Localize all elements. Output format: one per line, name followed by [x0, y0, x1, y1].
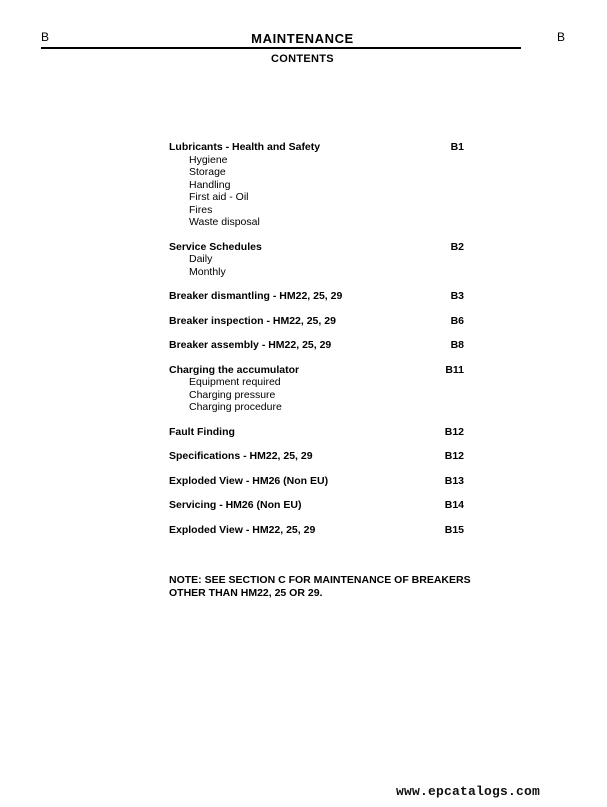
toc-section: [169, 450, 464, 463]
toc-entry[interactable]: [169, 364, 464, 377]
toc-entry[interactable]: [169, 290, 464, 303]
toc-subitem: Handling: [189, 178, 231, 191]
toc-section: [169, 315, 464, 328]
toc-entry[interactable]: [169, 499, 464, 512]
toc-entry[interactable]: [169, 475, 464, 488]
toc-entry-page: B3: [450, 290, 464, 302]
toc-entry-title: Lubricants - Health and Safety: [169, 141, 321, 153]
section-letter-left: B: [41, 30, 50, 44]
toc-entry-title: Exploded View - HM26 (Non EU): [169, 474, 329, 487]
toc-section: [169, 499, 464, 512]
header-divider: [41, 47, 521, 49]
toc-entry-page: B13: [444, 474, 464, 487]
toc-entry-title: Exploded View - HM22, 25, 29: [169, 523, 316, 536]
toc-entry[interactable]: [169, 339, 464, 352]
maintenance-note: [169, 574, 489, 599]
toc-section: [169, 475, 464, 488]
toc-entry-page: B11: [445, 363, 464, 376]
toc-entry-page: B12: [444, 450, 464, 462]
toc-section: [169, 524, 464, 537]
toc-section: [169, 290, 464, 303]
toc-section: [169, 141, 464, 229]
table-of-contents: [169, 141, 464, 548]
toc-entry-title: Service Schedules: [169, 240, 262, 253]
toc-entry[interactable]: [169, 450, 464, 463]
toc-subitem: Storage: [189, 166, 226, 178]
toc-subitem: First aid - Oil: [189, 191, 249, 203]
toc-subitem: Waste disposal: [189, 216, 260, 228]
toc-entry-title: Specifications - HM22, 25, 29: [169, 450, 313, 462]
toc-section: [169, 364, 464, 414]
toc-entry-page: B15: [444, 523, 464, 536]
toc-entry[interactable]: [169, 241, 464, 254]
toc-entry[interactable]: [169, 315, 464, 328]
toc-entry[interactable]: [169, 141, 464, 154]
note-line-1: NOTE: SEE SECTION C FOR MAINTENANCE OF BREAKERS: [169, 574, 471, 586]
toc-entry-page: B12: [444, 425, 464, 438]
toc-entry[interactable]: [169, 524, 464, 537]
toc-entry[interactable]: [169, 426, 464, 439]
toc-entry-title: Breaker assembly - HM22, 25, 29: [169, 339, 332, 351]
section-letter-right: B: [557, 30, 566, 44]
toc-entry-title: Charging the accumulator: [169, 363, 300, 376]
toc-entry-page: B14: [444, 499, 464, 511]
toc-subitem: Daily: [189, 253, 213, 265]
toc-entry-page: B6: [450, 314, 464, 327]
toc-subitem: Hygiene: [189, 153, 228, 166]
toc-entry-title: Breaker inspection - HM22, 25, 29: [169, 314, 336, 327]
toc-entry-title: Fault Finding: [169, 425, 235, 438]
toc-section: [169, 426, 464, 439]
page-subtitle: CONTENTS: [271, 53, 334, 65]
toc-entry-title: Breaker dismantling - HM22, 25, 29: [169, 290, 343, 302]
page-title: MAINTENANCE: [251, 31, 354, 46]
toc-entry-page: B2: [450, 240, 464, 253]
toc-subitem: Charging procedure: [189, 401, 282, 413]
toc-subitem: Charging pressure: [189, 388, 276, 401]
watermark-url[interactable]: www.epcatalogs.com: [396, 784, 541, 799]
toc-entry-title: Servicing - HM26 (Non EU): [169, 499, 302, 511]
toc-entry-page: B1: [450, 141, 464, 153]
toc-subitem: Fires: [189, 203, 213, 216]
note-line-2: OTHER THAN HM22, 25 OR 29.: [169, 586, 323, 599]
toc-subitem: Monthly: [189, 265, 226, 278]
toc-subitem: Equipment required: [189, 376, 281, 388]
toc-section: [169, 339, 464, 352]
toc-entry-page: B8: [450, 339, 464, 351]
toc-section: [169, 241, 464, 279]
